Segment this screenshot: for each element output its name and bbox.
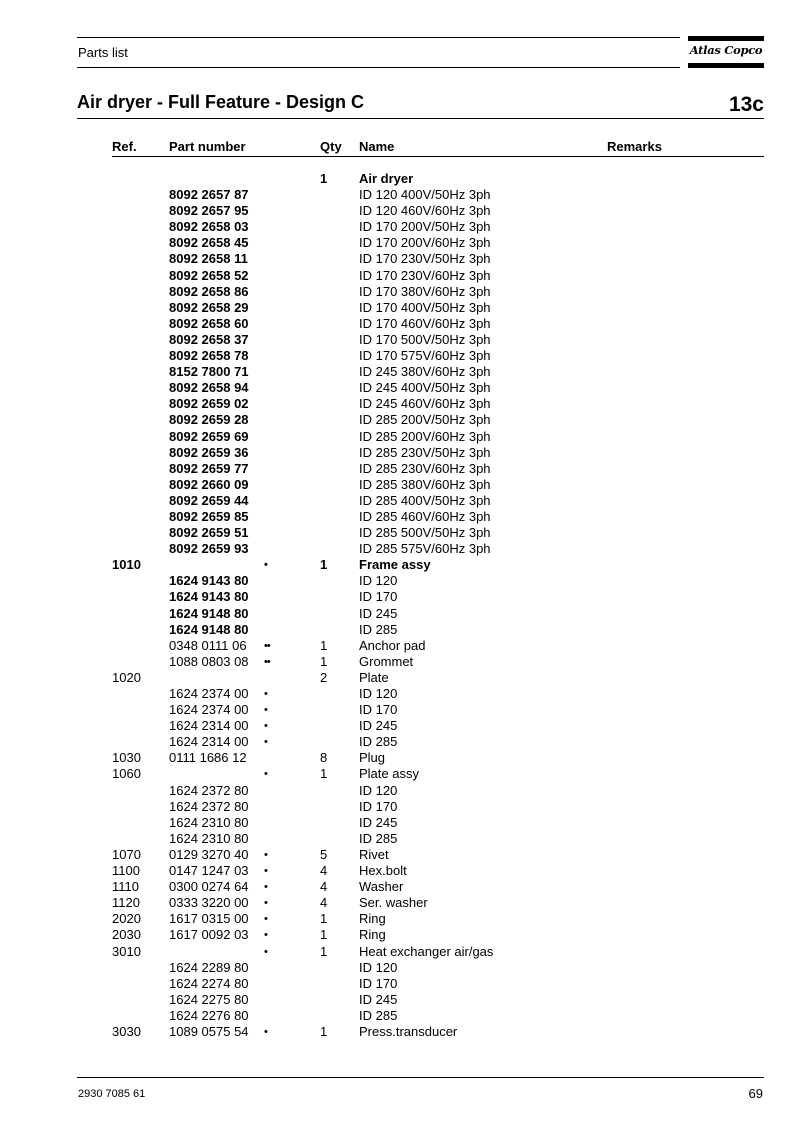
part-number-cell: 8092 2658 94 [169, 380, 249, 396]
name-cell: Plate assy [359, 766, 419, 782]
table-row [0, 606, 800, 622]
section-number: 13c [728, 93, 764, 116]
part-number-cell: 8092 2658 86 [169, 283, 249, 299]
table-row [0, 654, 800, 670]
part-number-cell: 1089 0575 54 [169, 1023, 249, 1039]
header-label: Parts list [78, 45, 128, 60]
table-row [0, 557, 800, 573]
ref-cell: 1110 [112, 879, 139, 895]
level-dots-cell: •• [264, 639, 270, 652]
part-number-cell: 8092 2658 60 [169, 315, 249, 331]
ref-cell: 2020 [112, 911, 141, 927]
table-row [0, 976, 800, 992]
footer-rule [77, 1077, 764, 1078]
part-number-cell: 8092 2658 78 [169, 348, 249, 364]
table-row [0, 944, 800, 960]
header-rule [112, 156, 764, 157]
part-number-cell: 1624 2275 80 [169, 991, 249, 1007]
ref-cell: 1010 [112, 557, 141, 573]
name-cell: ID 285 [359, 621, 398, 637]
parts-table [0, 171, 800, 1040]
ref-cell: 1060 [112, 766, 141, 782]
ref-cell: 1020 [112, 669, 141, 685]
part-number-cell: 8092 2658 29 [169, 299, 249, 315]
column-header-remarks: Remarks [607, 139, 662, 154]
table-row [0, 879, 800, 895]
qty-cell: 2 [320, 669, 328, 685]
part-number-cell: 8092 2658 52 [169, 267, 249, 283]
level-dots-cell: • [264, 688, 267, 700]
name-cell: ID 170 [359, 798, 398, 814]
part-number-cell: 0333 3220 00 [169, 895, 249, 911]
table-row [0, 412, 800, 428]
qty-cell: 4 [320, 863, 328, 879]
table-row [0, 203, 800, 219]
table-row [0, 525, 800, 541]
name-cell: ID 245 460V/60Hz 3ph [359, 396, 491, 412]
table-row [0, 1008, 800, 1024]
part-number-cell: 1624 2374 00 [169, 702, 249, 718]
part-number-cell: 1624 2374 00 [169, 686, 249, 701]
name-cell: ID 170 [359, 702, 398, 718]
name-cell: ID 170 230V/60Hz 3ph [359, 267, 491, 283]
part-number-cell: 8092 2659 93 [169, 541, 249, 557]
part-number-cell: 1624 9148 80 [169, 605, 249, 621]
qty-cell: 8 [320, 750, 328, 766]
table-row [0, 300, 800, 316]
name-cell: ID 245 380V/60Hz 3ph [359, 364, 491, 380]
part-number-cell: 1624 2314 00 [169, 718, 249, 734]
name-cell: Air dryer [359, 171, 414, 186]
part-number-cell: 1617 0092 03 [169, 927, 249, 943]
name-cell: Plate [359, 669, 389, 685]
qty-cell: 4 [320, 879, 328, 895]
table-row [0, 493, 800, 509]
header-bottom-rule [77, 67, 680, 68]
part-number-cell: 1624 2372 80 [169, 782, 249, 798]
name-cell: ID 120 [359, 959, 398, 975]
name-cell: ID 285 [359, 830, 398, 846]
part-number-cell: 8092 2659 36 [169, 444, 249, 460]
ref-cell: 1030 [112, 750, 141, 766]
name-cell: ID 120 400V/50Hz 3ph [359, 187, 491, 203]
level-dots-cell: • [264, 897, 267, 910]
page-number: 69 [748, 1086, 763, 1101]
name-cell: Ring [359, 927, 386, 943]
qty-cell: 1 [320, 943, 328, 959]
name-cell: Plug [359, 750, 386, 766]
level-dots-cell: • [264, 945, 267, 958]
ref-cell: 3030 [112, 1023, 141, 1039]
ref-cell: 2030 [112, 927, 141, 943]
part-number-cell: 1624 2310 80 [169, 830, 249, 846]
name-cell: Rivet [359, 846, 389, 862]
table-row [0, 718, 800, 734]
name-cell: ID 285 [359, 734, 398, 750]
qty-cell: 1 [320, 557, 328, 573]
name-cell: ID 245 400V/50Hz 3ph [359, 380, 491, 396]
logo-top-bar [688, 36, 764, 41]
ref-cell: 3010 [112, 943, 141, 959]
table-row [0, 219, 800, 235]
level-dots-cell: • [264, 848, 267, 861]
name-cell: Frame assy [359, 557, 431, 573]
part-number-cell: 1617 0315 00 [169, 911, 249, 927]
atlas-copco-logo [688, 36, 764, 68]
ref-cell: 1100 [112, 863, 140, 879]
level-dots-cell: • [264, 865, 267, 878]
name-cell: ID 170 200V/60Hz 3ph [359, 235, 491, 251]
part-number-cell: 8152 7800 71 [169, 364, 249, 380]
table-row [0, 589, 800, 605]
table-row [0, 284, 800, 300]
name-cell: ID 285 380V/60Hz 3ph [359, 476, 491, 492]
table-row [0, 251, 800, 267]
part-number-cell: 8092 2659 85 [169, 508, 249, 524]
table-row [0, 766, 800, 782]
part-number-cell: 0147 1247 03 [169, 863, 249, 879]
table-row [0, 509, 800, 525]
part-number-cell: 8092 2659 02 [169, 396, 249, 412]
table-row [0, 927, 800, 943]
part-number-cell: 1624 2276 80 [169, 1007, 249, 1023]
part-number-cell: 1624 2289 80 [169, 959, 249, 975]
name-cell: ID 245 [359, 605, 398, 621]
part-number-cell: 1088 0803 08 [169, 653, 249, 669]
level-dots-cell: • [264, 704, 267, 717]
table-row [0, 670, 800, 686]
column-header-ref: Ref. [112, 139, 137, 154]
part-number-cell: 1624 9148 80 [169, 621, 249, 637]
column-header-part-number: Part number [169, 139, 246, 154]
name-cell: ID 285 575V/60Hz 3ph [359, 541, 491, 557]
qty-cell: 1 [320, 766, 328, 782]
table-row [0, 396, 800, 412]
part-number-cell: 0129 3270 40 [169, 846, 249, 862]
table-row [0, 429, 800, 445]
name-cell: ID 170 400V/50Hz 3ph [359, 299, 491, 315]
part-number-cell: 0348 0111 06 [169, 637, 247, 653]
table-row [0, 380, 800, 396]
table-row [0, 316, 800, 332]
name-cell: ID 170 500V/50Hz 3ph [359, 331, 491, 347]
table-row [0, 445, 800, 461]
name-cell: ID 170 575V/60Hz 3ph [359, 348, 491, 364]
part-number-cell: 8092 2658 45 [169, 235, 249, 251]
table-row [0, 171, 800, 187]
name-cell: ID 285 [359, 1007, 398, 1023]
name-cell: ID 170 [359, 975, 398, 991]
name-cell: Washer [359, 879, 404, 895]
name-cell: ID 170 380V/60Hz 3ph [359, 283, 491, 299]
name-cell: ID 170 200V/50Hz 3ph [359, 219, 491, 235]
name-cell: Press.transducer [359, 1023, 458, 1039]
table-row [0, 847, 800, 863]
document-number: 2930 7085 61 [78, 1088, 146, 1100]
table-row [0, 461, 800, 477]
name-cell: ID 245 [359, 718, 398, 734]
table-row [0, 686, 800, 702]
part-number-cell: 8092 2659 28 [169, 412, 249, 428]
table-row [0, 638, 800, 654]
name-cell: ID 170 460V/60Hz 3ph [359, 315, 491, 331]
name-cell: ID 170 [359, 589, 398, 605]
level-dots-cell: • [264, 1025, 267, 1038]
table-row [0, 911, 800, 927]
name-cell: Ser. washer [359, 895, 428, 911]
part-number-cell: 1624 9143 80 [169, 573, 249, 589]
name-cell: Grommet [359, 653, 414, 669]
part-number-cell: 8092 2660 09 [169, 476, 249, 492]
level-dots-cell: • [264, 929, 267, 942]
table-row [0, 364, 800, 380]
level-dots-cell: • [264, 736, 267, 749]
header-top-rule [77, 37, 680, 38]
name-cell: ID 120 460V/60Hz 3ph [359, 203, 491, 219]
title-rule [77, 118, 764, 119]
name-cell: ID 285 230V/60Hz 3ph [359, 460, 491, 476]
part-number-cell: 8092 2659 44 [169, 492, 249, 508]
part-number-cell: 0300 0274 64 [169, 879, 249, 895]
name-cell: Heat exchanger air/gas [359, 943, 494, 959]
ref-cell: 1070 [112, 846, 141, 862]
part-number-cell: 1624 2274 80 [169, 975, 249, 991]
table-row [0, 573, 800, 589]
name-cell: ID 285 230V/50Hz 3ph [359, 444, 491, 460]
level-dots-cell: • [264, 913, 267, 926]
part-number-cell: 1624 2372 80 [169, 798, 249, 814]
table-row [0, 960, 800, 976]
part-number-cell: 1624 9143 80 [169, 589, 249, 605]
table-row [0, 541, 800, 557]
part-number-cell: 8092 2659 69 [169, 428, 249, 444]
name-cell: Hex.bolt [359, 863, 407, 879]
name-cell: ID 120 [359, 782, 398, 798]
table-row [0, 863, 800, 879]
table-row [0, 783, 800, 799]
table-row [0, 268, 800, 284]
table-row [0, 348, 800, 364]
table-row [0, 187, 800, 203]
table-row [0, 750, 800, 766]
name-cell: ID 285 200V/50Hz 3ph [359, 412, 491, 428]
name-cell: ID 245 [359, 991, 398, 1007]
logo-bottom-bar [688, 63, 764, 68]
part-number-cell: 1624 2314 00 [169, 734, 249, 750]
table-row [0, 477, 800, 493]
page-title: Air dryer - Full Feature - Design C [77, 92, 365, 112]
column-header-name: Name [359, 139, 395, 154]
qty-cell: 1 [320, 927, 328, 943]
name-cell: ID 285 500V/50Hz 3ph [359, 525, 491, 541]
table-row [0, 1024, 800, 1040]
qty-cell: 1 [320, 171, 328, 186]
qty-cell: 1 [320, 911, 328, 927]
column-header-qty: Qty [320, 139, 342, 154]
table-row [0, 895, 800, 911]
part-number-cell: 8092 2658 03 [169, 219, 249, 235]
part-number-cell: 1624 2310 80 [169, 814, 249, 830]
table-row [0, 702, 800, 718]
level-dots-cell: • [264, 768, 267, 781]
qty-cell: 1 [320, 1023, 328, 1039]
part-number-cell: 8092 2658 37 [169, 331, 249, 347]
part-number-cell: 8092 2658 11 [169, 251, 248, 267]
level-dots-cell: •• [264, 655, 270, 668]
name-cell: Ring [359, 911, 386, 927]
part-number-cell: 0111 1686 12 [169, 750, 247, 766]
part-number-cell: 8092 2657 87 [169, 187, 249, 203]
name-cell: ID 285 200V/60Hz 3ph [359, 428, 491, 444]
table-row [0, 734, 800, 750]
table-row [0, 815, 800, 831]
part-number-cell: 8092 2659 51 [169, 525, 249, 541]
name-cell: ID 285 400V/50Hz 3ph [359, 492, 491, 508]
logo-wordmark: Atlas Copco [689, 43, 763, 57]
qty-cell: 1 [320, 653, 328, 669]
qty-cell: 1 [320, 637, 328, 653]
table-row [0, 831, 800, 847]
name-cell: ID 245 [359, 814, 398, 830]
name-cell: ID 170 230V/50Hz 3ph [359, 251, 491, 267]
qty-cell: 4 [320, 895, 328, 911]
level-dots-cell: • [264, 559, 267, 572]
level-dots-cell: • [264, 720, 267, 733]
table-row [0, 992, 800, 1008]
table-row [0, 622, 800, 638]
table-row [0, 332, 800, 348]
name-cell: ID 285 460V/60Hz 3ph [359, 508, 491, 524]
ref-cell: 1120 [112, 895, 140, 911]
name-cell: ID 120 [359, 686, 398, 701]
name-cell: Anchor pad [359, 637, 426, 653]
name-cell: ID 120 [359, 573, 398, 589]
level-dots-cell: • [264, 881, 267, 894]
part-number-cell: 8092 2659 77 [169, 460, 249, 476]
table-row [0, 799, 800, 815]
qty-cell: 5 [320, 846, 328, 862]
table-row [0, 235, 800, 251]
part-number-cell: 8092 2657 95 [169, 203, 249, 219]
